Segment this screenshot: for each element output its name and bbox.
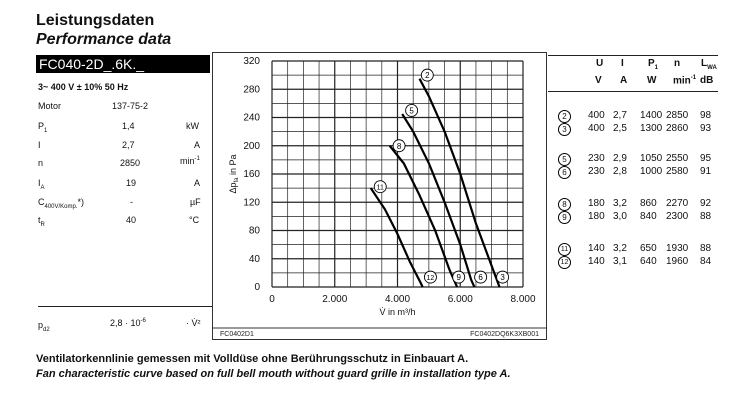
table-top-line — [548, 55, 718, 56]
x-tick-label: 0 — [269, 294, 275, 305]
spec-i-unit: A — [194, 140, 201, 150]
spec-motor-label: Motor — [38, 101, 62, 111]
x-tick-label: 8.000 — [510, 294, 536, 305]
spec-pd2-label: $p_{d2}$ — [38, 320, 50, 333]
chart-frame — [213, 53, 547, 340]
row-u: 400 — [588, 110, 605, 121]
curve-marker-label-12: 12 — [426, 275, 435, 283]
curve-marker-label-6: 6 — [478, 273, 483, 283]
y-tick-label: 200 — [243, 140, 260, 152]
row-n: 1960 — [666, 256, 689, 267]
y-tick-label: 160 — [243, 169, 260, 180]
spec-i-label: I — [38, 140, 41, 150]
spec-tr-unit: °C — [189, 215, 200, 225]
performance-chart — [212, 52, 547, 342]
row-id-badge: 6 — [558, 166, 571, 179]
y-tick-label: 0 — [254, 282, 260, 293]
row-u: 230 — [588, 153, 605, 164]
row-p: 1300 — [640, 123, 663, 134]
spec-c-label: $C_{400V/Komp.}*$) — [38, 197, 85, 210]
row-u: 180 — [588, 198, 605, 209]
spec-tr-value: 40 — [126, 215, 137, 225]
row-n: 2850 — [666, 110, 689, 121]
row-id-badge: 2 — [558, 110, 571, 123]
row-l: 95 — [700, 153, 712, 164]
row-n: 2860 — [666, 123, 689, 134]
curve-marker-label-11: 11 — [376, 184, 384, 192]
table-unit-1: A — [620, 75, 628, 86]
spec-p1-value: 1,4 — [122, 121, 135, 131]
spec-c-value: - — [130, 197, 133, 207]
spec-motor-value: 137-75-2 — [112, 101, 149, 111]
y-tick-label: 320 — [243, 56, 260, 67]
spec-ia-label: $I_A$ — [38, 178, 45, 191]
table-header-4: $L_{WA}$ — [701, 58, 717, 71]
spec-tr-label: $t_R$ — [38, 215, 45, 228]
table-header-1: I — [621, 58, 624, 69]
row-u: 400 — [588, 123, 605, 134]
spec-divider — [38, 306, 212, 307]
spec-p1-unit: kW — [186, 121, 199, 131]
row-n: 2270 — [666, 198, 689, 209]
chart-code-left: FC0402D1 — [220, 331, 254, 338]
row-l: 98 — [700, 110, 712, 121]
row-u: 140 — [588, 243, 605, 254]
x-tick-label: 2.000 — [322, 294, 348, 305]
spec-i-value: 2,7 — [122, 140, 135, 150]
row-id-badge: 11 — [558, 243, 571, 256]
voltage-spec: 3~ 400 V ± 10% 50 Hz — [38, 82, 129, 92]
spec-n-value: 2850 — [120, 158, 141, 168]
curve-marker-label-8: 8 — [396, 141, 402, 151]
row-id-badge: 3 — [558, 123, 571, 136]
row-p: 650 — [640, 243, 657, 254]
y-tick-label: 80 — [248, 225, 260, 237]
row-u: 180 — [588, 211, 605, 222]
curve-marker-label-5: 5 — [409, 106, 414, 116]
row-u: 230 — [588, 166, 605, 177]
curve-marker-label-3: 3 — [500, 273, 505, 283]
row-id-badge: 5 — [558, 153, 571, 166]
row-i: 3,2 — [613, 198, 627, 209]
table-unit-0: V — [595, 75, 602, 86]
spec-pd2-unit: · V̇² — [186, 318, 201, 328]
table-header-3: n — [674, 58, 681, 69]
row-n: 2580 — [666, 166, 689, 177]
row-id-badge: 8 — [558, 198, 571, 211]
spec-n-label: n — [38, 158, 44, 168]
row-p: 1400 — [640, 110, 663, 121]
row-i: 2,9 — [613, 153, 627, 164]
row-l: 92 — [700, 198, 712, 209]
y-tick-label: 280 — [243, 84, 260, 96]
table-unit-4: dB — [700, 75, 714, 86]
curve-marker-label-9: 9 — [456, 273, 461, 283]
x-tick-label: 6.000 — [447, 294, 473, 305]
row-i: 3,0 — [613, 211, 627, 222]
row-p: 1000 — [640, 166, 663, 177]
curve-2 — [420, 79, 500, 287]
table-header-2: $P_1$ — [648, 58, 659, 71]
table-header-0: U — [596, 58, 604, 69]
row-i: 2,8 — [613, 166, 627, 177]
table-unit-3: $\min^{-1}$ — [673, 75, 697, 87]
table-header-line — [548, 91, 718, 92]
row-l: 84 — [700, 256, 712, 267]
row-l: 91 — [700, 166, 712, 177]
row-n: 2550 — [666, 153, 689, 164]
x-tick-label: 4.000 — [384, 294, 411, 305]
curve-11 — [371, 188, 423, 287]
row-i: 2,5 — [613, 123, 627, 134]
x-axis-label: V̇ in m³/h — [379, 307, 416, 317]
y-axis-label: $\Delta p_{fa}$ in Pa — [228, 154, 240, 194]
spec-pd2-value: $2,8 \cdot 10^{-6}$ — [110, 318, 146, 328]
y-tick-label: 120 — [243, 197, 260, 209]
footer-note-de: Ventilatorkennlinie gemessen mit Volldüse ohne Berührungsschutz in Einbauart A. — [36, 353, 469, 365]
table-unit-2: W — [647, 75, 657, 86]
row-p: 860 — [640, 198, 657, 209]
row-l: 88 — [700, 211, 712, 222]
row-i: 2,7 — [613, 110, 627, 121]
title-en: Performance data — [36, 31, 172, 48]
model-banner: FC040-2D_.6K._ — [36, 55, 210, 73]
spec-ia-unit: A — [194, 178, 201, 188]
y-tick-label: 40 — [248, 253, 260, 265]
row-id-badge: 12 — [558, 256, 571, 269]
footer-note-en: Fan characteristic curve based on full bell mouth without guard grille in installation type A. — [36, 368, 511, 380]
row-p: 640 — [640, 256, 657, 267]
row-id-badge: 9 — [558, 211, 571, 224]
spec-p1-label: $P_1$ — [38, 121, 48, 134]
row-i: 3,2 — [613, 243, 627, 254]
spec-ia-value: 19 — [126, 178, 137, 188]
spec-c-unit: µF — [190, 197, 201, 207]
row-p: 840 — [640, 211, 657, 222]
row-l: 88 — [700, 243, 712, 254]
row-p: 1050 — [640, 153, 663, 164]
title-de: Leistungsdaten — [36, 12, 155, 29]
row-n: 1930 — [666, 243, 689, 254]
y-tick-label: 240 — [243, 112, 260, 124]
chart-code-right: FC0402DQ6K3XB001 — [470, 331, 539, 338]
row-u: 140 — [588, 256, 605, 267]
row-i: 3,1 — [613, 256, 627, 267]
row-l: 93 — [700, 123, 712, 134]
row-n: 2300 — [666, 211, 689, 222]
curve-marker-label-2: 2 — [425, 71, 430, 81]
spec-n-unit: $\min^{-1}$ — [180, 156, 200, 166]
